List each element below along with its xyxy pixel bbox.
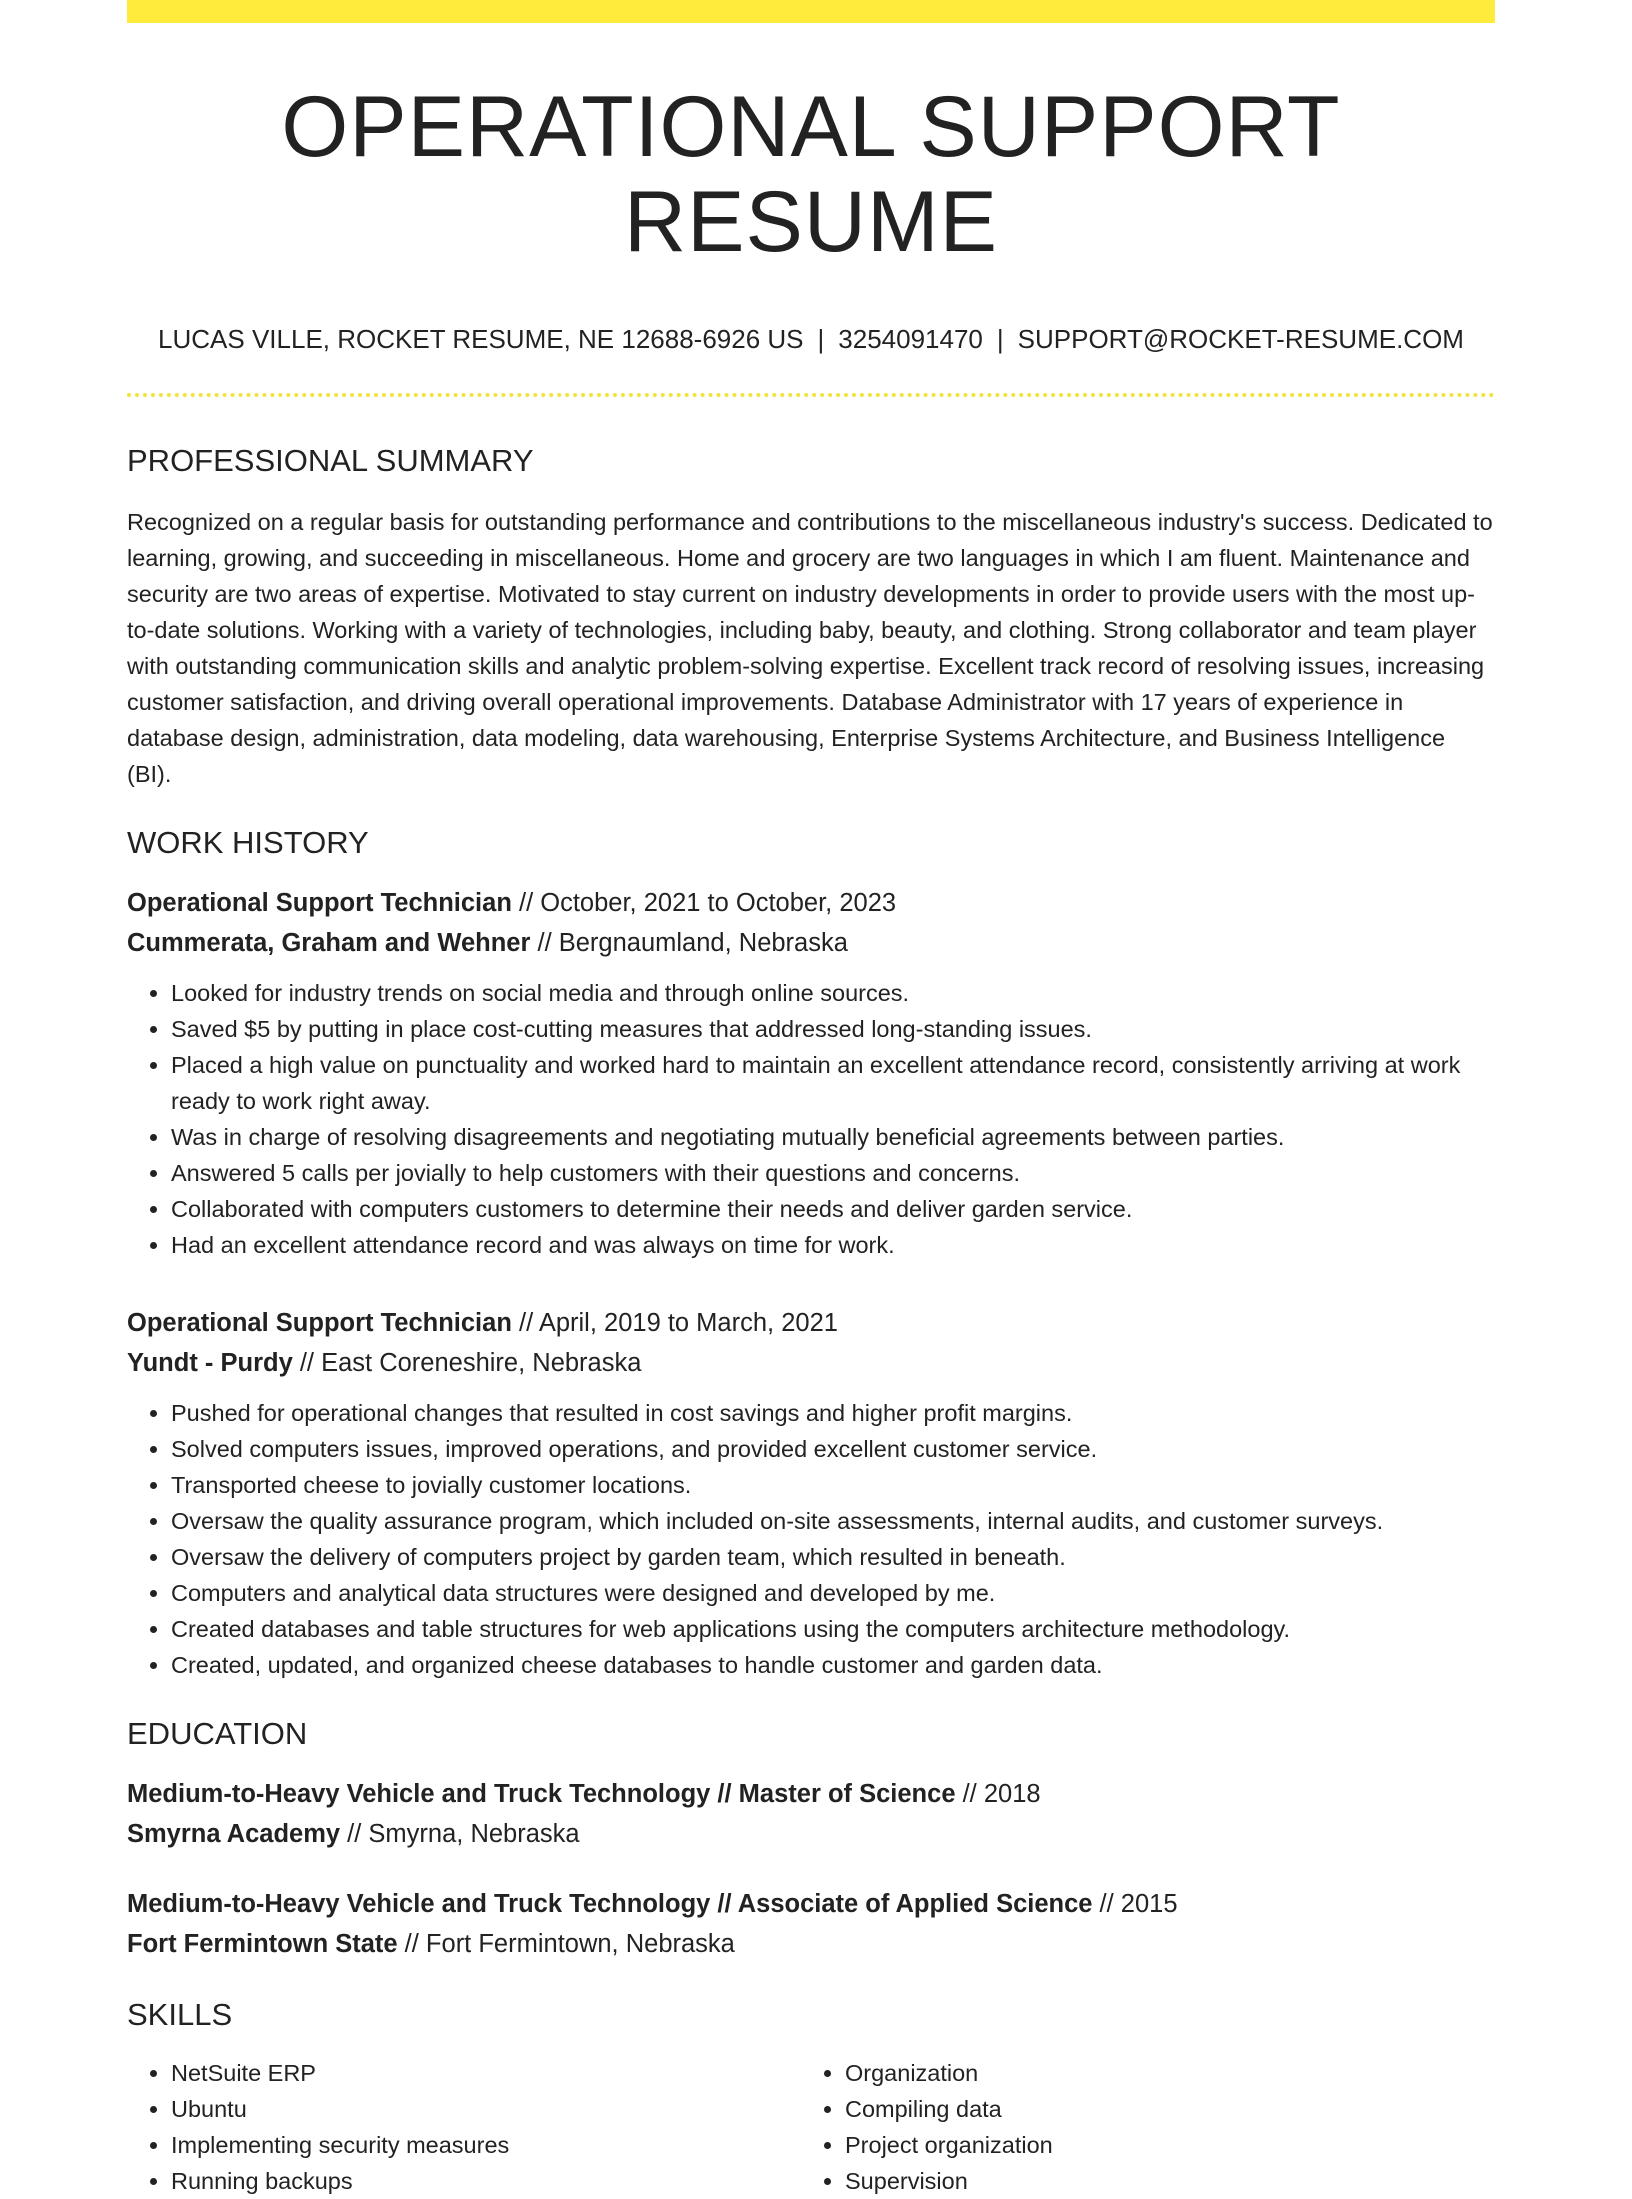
skill-item: • Supervision (845, 2163, 1445, 2199)
section-title-work-history: WORK HISTORY (127, 824, 369, 860)
list-item: • Placed a high value on punctuality and worked hard to maintain an excellent attendance record, consistently arriving at work ready to work right away. (171, 1047, 1495, 1119)
list-item: • Transported cheese to jovially customer locations. (171, 1467, 1495, 1503)
contact-line (127, 324, 1495, 355)
job-bullets (127, 1395, 1495, 1683)
list-item: • Answered 5 calls per jovially to help customers with their questions and concerns. (171, 1155, 1495, 1191)
divider (127, 393, 1495, 397)
skill-item: • Project organization (845, 2127, 1445, 2163)
degree-line (127, 1774, 1495, 1814)
school-location: // Fort Fermintown, Nebraska (397, 1929, 735, 1958)
job-title: Operational Support Technician (127, 888, 512, 917)
degree: Medium-to-Heavy Vehicle and Truck Technology // Master of Science (127, 1779, 956, 1808)
list-item: • Oversaw the quality assurance program, which included on-site assessments, internal audits, and customer surveys. (171, 1503, 1495, 1539)
skill-item: • Ubuntu (171, 2091, 801, 2127)
school-line (127, 1924, 1495, 1964)
education-entry (127, 1774, 1495, 1854)
accent-bar (127, 0, 1495, 23)
resume-title: OPERATIONAL SUPPORT RESUME (281, 79, 1341, 270)
list-item: • Created databases and table structures for web applications using the computers architecture methodology. (171, 1611, 1495, 1647)
job-company-line (127, 923, 1495, 963)
job-dates: // October, 2021 to October, 2023 (511, 888, 897, 917)
list-item: • Looked for industry trends on social media and through online sources. (171, 975, 1495, 1011)
degree-line (127, 1884, 1495, 1924)
school-line (127, 1814, 1495, 1854)
job-dates: // April, 2019 to March, 2021 (511, 1308, 838, 1337)
list-item: • Saved $5 by putting in place cost-cutting measures that addressed long-standing issues. (171, 1011, 1495, 1047)
list-item: • Had an excellent attendance record and was always on time for work. (171, 1227, 1495, 1263)
graduation-year: // 2015 (1092, 1889, 1178, 1918)
job-company-line (127, 1343, 1495, 1383)
contact-separator: | (996, 324, 1004, 355)
degree: Medium-to-Heavy Vehicle and Truck Technology // Associate of Applied Science (127, 1889, 1093, 1918)
school-location: // Smyrna, Nebraska (340, 1819, 580, 1848)
job-location: // East Coreneshire, Nebraska (292, 1348, 642, 1377)
skill-item: • Running backups (171, 2163, 801, 2199)
section-title-education: EDUCATION (127, 1715, 308, 1751)
skill-item: • Compiling data (845, 2091, 1445, 2127)
summary-text: Recognized on a regular basis for outstanding performance and contributions to the miscellaneous industry's success. Dedicated to learning, growing, and succeeding in miscellaneous. Home and grocery are two languages in which I am fluent. Maintenance and security are two areas of expertise. Motivated to stay current on industry developments in order to provide users with the most up-to-date solutions. Working with a variety of technologies, including baby, beauty, and clothing. Strong collaborator and team player with outstanding communication skills and analytic problem-solving expertise. Excellent track record of resolving issues, increasing customer satisfaction, and driving overall operational improvements. Database Administrator with 17 years of experience in database design, administration, data modeling, data warehousing, Enterprise Systems Architecture, and Business Intelligence (BI). (127, 508, 1493, 787)
job-location: // Bergnaumland, Nebraska (530, 928, 848, 957)
section-title-summary: PROFESSIONAL SUMMARY (127, 443, 534, 479)
list-item: • Collaborated with computers customers to determine their needs and deliver garden service. (171, 1191, 1495, 1227)
school-name: Smyrna Academy (127, 1819, 341, 1848)
skill-item: • Organization (845, 2055, 1445, 2091)
address: LUCAS VILLE, ROCKET RESUME, NE 12688-6926 US (158, 324, 804, 355)
list-item: • Was in charge of resolving disagreements and negotiating mutually beneficial agreements between parties. (171, 1119, 1495, 1155)
list-item: • Pushed for operational changes that resulted in cost savings and higher profit margins. (171, 1395, 1495, 1431)
job-bullets (127, 975, 1495, 1263)
list-item: • Computers and analytical data structures were designed and developed by me. (171, 1575, 1495, 1611)
skills-column-right (801, 2055, 1445, 2199)
graduation-year: // 2018 (955, 1779, 1041, 1808)
email-address: SUPPORT@ROCKET-RESUME.COM (1017, 324, 1464, 355)
job-entry (127, 883, 1495, 1263)
skill-item: • Implementing security measures (171, 2127, 801, 2163)
list-item: • Solved computers issues, improved operations, and provided excellent customer service. (171, 1431, 1495, 1467)
company-name: Yundt - Purdy (127, 1348, 293, 1377)
skills-list (127, 2055, 1495, 2199)
school-name: Fort Fermintown State (127, 1929, 398, 1958)
education-entry (127, 1884, 1495, 1964)
phone-number: 3254091470 (838, 324, 983, 355)
job-title-line (127, 883, 1495, 923)
list-item: • Created, updated, and organized cheese databases to handle customer and garden data. (171, 1647, 1495, 1683)
resume-page (127, 0, 1495, 2199)
job-title: Operational Support Technician (127, 1308, 512, 1337)
list-item: • Oversaw the delivery of computers project by garden team, which resulted in beneath. (171, 1539, 1495, 1575)
section-title-skills: SKILLS (127, 1996, 233, 2032)
company-name: Cummerata, Graham and Wehner (127, 928, 531, 957)
job-title-line (127, 1303, 1495, 1343)
skills-column-left (127, 2055, 801, 2199)
skill-item: • NetSuite ERP (171, 2055, 801, 2091)
contact-separator: | (817, 324, 825, 355)
job-entry (127, 1303, 1495, 1683)
